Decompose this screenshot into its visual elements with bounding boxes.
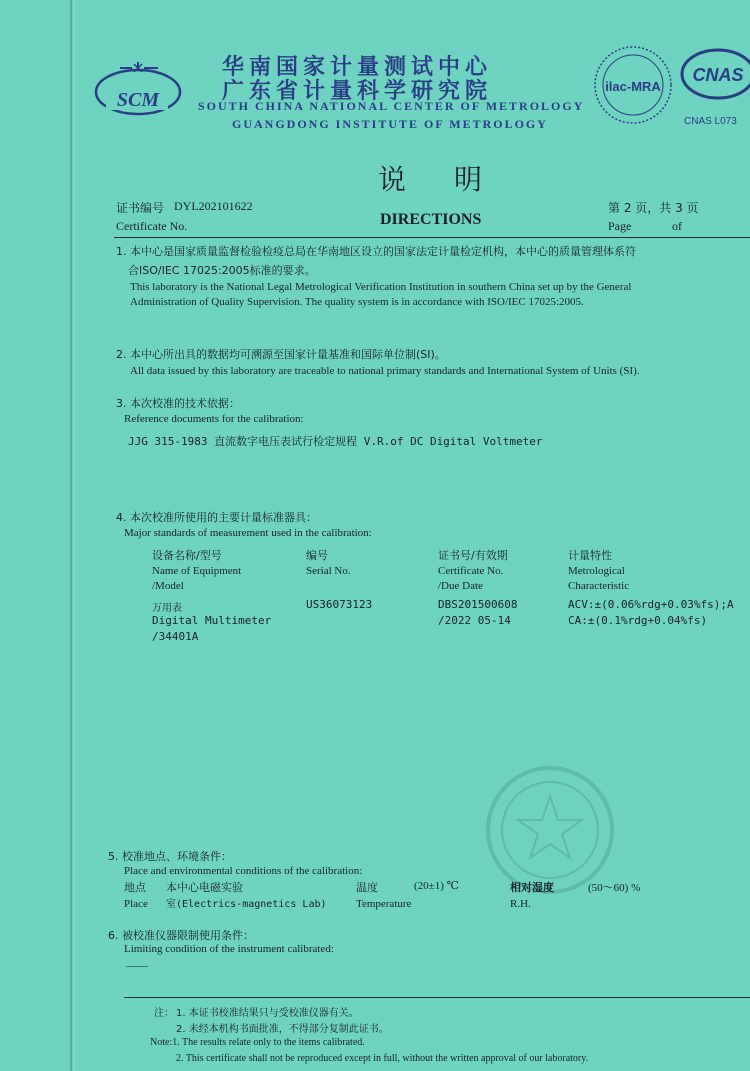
equipment-due-date: /2022 05-14: [438, 614, 511, 627]
col-header-serial-en: Serial No.: [306, 565, 351, 577]
svg-text:ilac-MRA: ilac-MRA: [605, 79, 661, 94]
section-4-en: Major standards of measurement used in the calibration:: [124, 527, 372, 539]
section-1-cn-cont: 合ISO/IEC 17025:2005标准的要求。: [128, 264, 316, 277]
equipment-characteristic-2: CA:±(0.1%rdg+0.04%fs): [568, 614, 708, 627]
humidity-label-cn: 相对湿度: [510, 881, 554, 894]
page-fold-highlight: [74, 0, 75, 1071]
reference-document: JJG 315-1983 直流数字电压表试行检定规程 V.R.of DC Digital Voltmeter: [128, 435, 543, 448]
ilac-mra-logo: [590, 42, 676, 128]
page-number-cn: 第 2 页，共 3 页: [608, 201, 699, 215]
cnas-logo: [678, 44, 750, 128]
section-4-cn: 4. 本次校准所使用的主要计量标准器具：: [116, 511, 317, 524]
cert-number: DYL202101622: [174, 199, 253, 213]
section-1-en-2: Administration of Quality Supervision. The quality system is in accordance with ISO/IEC 17025:2005.: [130, 296, 584, 308]
place-value-2: 室(Electrics-magnetics Lab): [166, 899, 327, 910]
equipment-name-en: Digital Multimeter: [152, 614, 272, 627]
humidity-label-en: R.H.: [510, 898, 531, 910]
equipment-model: /34401A: [152, 630, 199, 643]
org-name-en-1: SOUTH CHINA NATIONAL CENTER OF METROLOGY: [198, 99, 585, 113]
page-label: Page: [608, 219, 632, 233]
doc-title-cn: 说 明: [378, 163, 493, 196]
cert-label-cn: 证书编号: [116, 201, 165, 215]
section-5-en: Place and environmental conditions of the calibration:: [124, 865, 363, 877]
section-2-cn: 2. 本中心所出具的数据均可溯源至国家计量基准和国际单位制(SI)。: [116, 348, 446, 361]
col-header-char-cn: 计量特性: [568, 549, 612, 562]
note-cn-1: 1. 本证书校准结果只与受校准仪器有关。: [176, 1008, 359, 1019]
temperature-label-en: Temperature: [356, 898, 412, 910]
col-header-name-cn: 设备名称/型号: [152, 549, 222, 562]
col-header-char-en1: Metrological: [568, 565, 625, 577]
cnas-code: CNAS L073: [684, 116, 737, 127]
note-en-2: 2. This certificate shall not be reproduced except in full, without the written approval of our laboratory.: [176, 1053, 589, 1064]
section-3-cn: 3. 本次校准的技术依据：: [116, 397, 240, 410]
scm-logo: [92, 58, 188, 120]
temperature-value: (20±1) ℃: [414, 880, 459, 892]
cert-label-en: Certificate No.: [116, 219, 188, 233]
section-6-en: Limiting condition of the instrument calibrated:: [124, 943, 334, 955]
org-name-cn-1: 华南国家计量测试中心: [222, 55, 493, 80]
section-2-en: All data issued by this laboratory are traceable to national primary standards and International System of Units (SI).: [130, 365, 640, 377]
section-6-cn: 6. 被校准仪器限制使用条件：: [108, 929, 254, 942]
col-header-cert-cn: 证书号/有效期: [438, 549, 508, 562]
equipment-cert-no: DBS201500608: [438, 598, 518, 611]
col-header-cert-en2: /Due Date: [438, 580, 483, 592]
note-cn-2: 2. 未经本机构书面批准，不得部分复制此证书。: [176, 1024, 389, 1035]
scm-logo-text: SCM: [116, 89, 160, 111]
equipment-characteristic-1: ACV:±(0.06%rdg+0.03%fs);A: [568, 598, 734, 611]
page-fold: [70, 0, 72, 1071]
doc-title-en: DIRECTIONS: [380, 211, 482, 228]
col-header-char-en2: Characteristic: [568, 580, 630, 592]
equipment-name-cn: 万用表: [152, 603, 182, 614]
section-5-cn: 5. 校准地点、环境条件：: [108, 850, 232, 863]
notes-rule: [124, 997, 750, 998]
org-name-en-2: GUANGDONG INSTITUTE OF METROLOGY: [232, 117, 548, 131]
note-en-1: Note:1. The results relate only to the items calibrated.: [150, 1037, 365, 1048]
equipment-serial: US36073123: [306, 598, 373, 611]
place-label-cn: 地点: [124, 881, 146, 894]
header-rule: [114, 237, 750, 238]
org-name-cn-2: 广东省计量科学研究院: [222, 79, 493, 104]
col-header-name-en1: Name of Equipment: [152, 565, 242, 577]
place-value-1: 本中心电磁实验: [166, 881, 243, 894]
section-1-en-1: This laboratory is the National Legal Metrological Verification Institution in southern China set up by the General: [130, 281, 632, 293]
svg-text:CNAS: CNAS: [692, 65, 744, 85]
section-3-en: Reference documents for the calibration:: [124, 413, 304, 425]
section-1-cn: 1. 本中心是国家质量监督检验检疫总局在华南地区设立的国家法定计量检定机构，本中心的质量管理体系符: [116, 245, 636, 258]
temperature-label-cn: 温度: [356, 881, 378, 894]
col-header-name-en2: /Model: [152, 580, 184, 592]
note-label-cn: 注：: [154, 1008, 174, 1019]
col-header-cert-en1: Certificate No.: [438, 565, 504, 577]
of-label: of: [672, 219, 682, 233]
humidity-value: (50～60) %: [588, 882, 641, 894]
place-label-en: Place: [124, 898, 148, 910]
section-6-value: ——: [126, 960, 148, 972]
col-header-serial-cn: 编号: [306, 549, 328, 562]
